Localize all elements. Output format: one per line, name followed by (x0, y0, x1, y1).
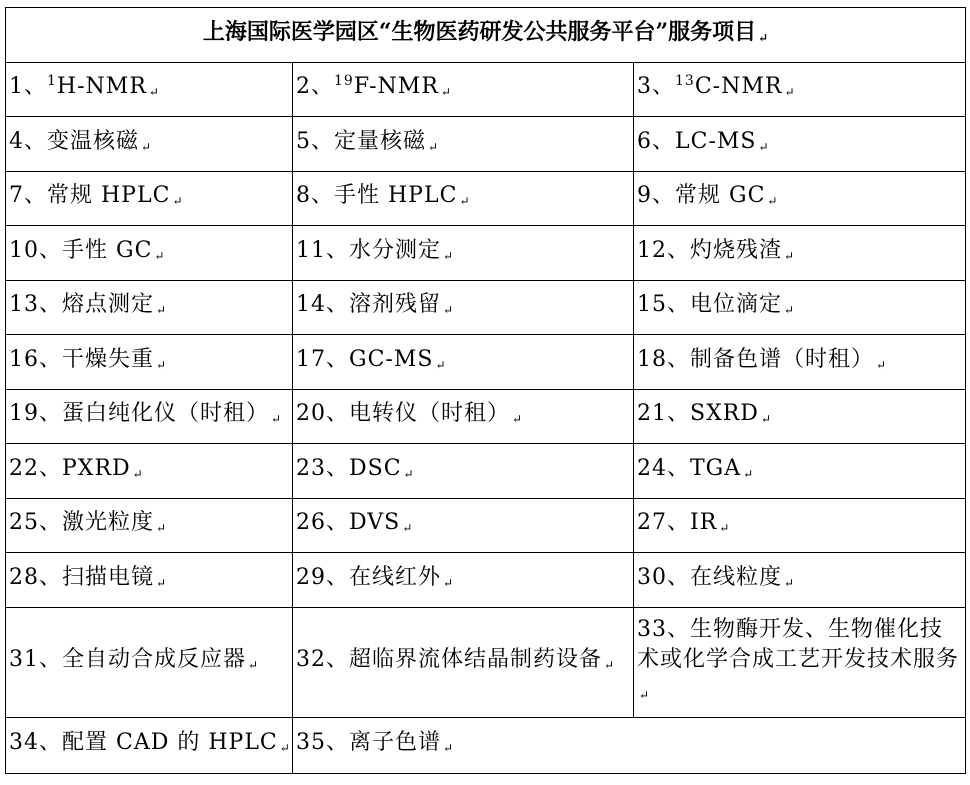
service-item-cell (634, 608, 966, 718)
service-item-cell (6, 117, 293, 172)
paragraph-mark-icon: ↵ (435, 357, 447, 372)
item-label: 干燥失重 (62, 346, 155, 372)
paragraph-mark-icon: ↵ (760, 412, 772, 426)
title-text: 上海国际医学园区“生物医药研发公共服务平台”服务项目 (202, 19, 757, 45)
paragraph-mark-icon: ↵ (443, 575, 455, 590)
item-label: DSC (349, 455, 402, 481)
item-number: 26、 (296, 510, 349, 535)
table-row (6, 553, 966, 608)
item-label: 在线粒度 (690, 564, 783, 590)
paragraph-mark-icon: ↵ (784, 248, 796, 263)
service-item-cell (293, 335, 634, 390)
table-row (6, 444, 966, 499)
item-number: 28、 (9, 564, 62, 590)
item-label: 灼烧残渣 (690, 237, 783, 263)
item-label: 离子色谱 (349, 730, 442, 755)
service-item-cell (6, 444, 293, 499)
service-item-cell (634, 117, 966, 172)
item-number: 29、 (296, 564, 349, 590)
paragraph-mark-icon: ↵ (440, 85, 452, 99)
item-number: 15、 (637, 292, 690, 317)
item-label: 超临界流体结晶制药设备 (349, 647, 603, 672)
paragraph-mark-icon: ↵ (784, 85, 796, 99)
item-label: 常规 HPLC (47, 183, 171, 208)
item-number: 2、 (296, 74, 334, 99)
paragraph-mark-icon: ↵ (248, 658, 260, 672)
item-label: 手性 HPLC (334, 183, 458, 208)
table-row (6, 390, 966, 444)
item-number: 11、 (296, 237, 349, 263)
paragraph-mark-icon: ↵ (512, 412, 524, 426)
table-row (6, 226, 966, 281)
item-number: 17、 (296, 346, 349, 372)
paragraph-mark-icon: ↵ (443, 303, 455, 317)
paragraph-mark-icon: ↵ (132, 466, 144, 481)
item-number: 7、 (9, 183, 47, 208)
service-item-cell (6, 172, 293, 226)
paragraph-mark-icon: ↵ (443, 741, 455, 755)
table-row (6, 281, 966, 335)
service-item-cell (293, 390, 634, 444)
item-label: 熔点测定 (62, 292, 155, 317)
paragraph-mark-icon: ↵ (154, 248, 166, 263)
paragraph-mark-icon: ↵ (767, 194, 779, 208)
paragraph-mark-icon: ↵ (279, 741, 291, 755)
paragraph-mark-icon: ↵ (604, 658, 616, 672)
paragraph-mark-icon: ↵ (156, 575, 168, 590)
table-row (6, 718, 966, 774)
service-item-cell (293, 63, 634, 117)
service-item-cell (634, 63, 966, 117)
item-label: 变温核磁 (47, 128, 140, 154)
item-number: 6、 (637, 128, 675, 154)
item-label: F-NMR (353, 74, 439, 99)
item-number: 32、 (296, 647, 349, 672)
paragraph-mark-icon: ↵ (156, 303, 168, 317)
service-item-cell (634, 499, 966, 553)
item-label: 扫描电镜 (62, 564, 155, 590)
paragraph-mark-icon: ↵ (148, 85, 160, 99)
service-item-cell (634, 553, 966, 608)
item-number: 33、 (637, 617, 690, 642)
service-item-cell (634, 390, 966, 444)
service-item-cell (293, 499, 634, 553)
table-row (6, 608, 966, 718)
service-item-cell (293, 281, 634, 335)
table-row (6, 335, 966, 390)
paragraph-mark-icon: ↵ (156, 521, 168, 535)
service-item-cell (6, 335, 293, 390)
item-label: 激光粒度 (62, 510, 155, 535)
service-item-cell (634, 444, 966, 499)
service-item-cell (634, 335, 966, 390)
paragraph-mark-icon: ↵ (784, 303, 796, 317)
service-item-cell (634, 281, 966, 335)
service-item-cell (293, 117, 634, 172)
item-number: 1、 (9, 74, 47, 99)
item-label: 水分测定 (349, 237, 442, 263)
service-item-cell (6, 499, 293, 553)
paragraph-mark-icon: ↵ (402, 521, 414, 535)
item-label: 生物酶开发、生物催化技术或化学合成工艺开发技术服务 (637, 617, 960, 672)
item-label: 配置 CAD 的 HPLC (62, 730, 278, 755)
item-number: 16、 (9, 346, 62, 372)
item-number: 35、 (296, 730, 349, 755)
paragraph-mark-icon: ↵ (271, 412, 283, 426)
paragraph-mark-icon: ↵ (403, 466, 415, 481)
service-item-cell (6, 281, 293, 335)
table-title (6, 8, 966, 63)
paragraph-mark-icon: ↵ (743, 466, 755, 481)
item-label: DVS (349, 510, 401, 535)
item-number: 14、 (296, 292, 349, 317)
paragraph-mark-icon: ↵ (428, 139, 440, 154)
item-label: 制备色谱（时租） (690, 346, 875, 372)
table-row (6, 499, 966, 553)
service-item-cell (6, 390, 293, 444)
item-label: PXRD (62, 455, 131, 481)
item-label: TGA (690, 455, 742, 481)
service-item-cell (293, 444, 634, 499)
item-label: 手性 GC (62, 237, 153, 263)
service-item-cell (6, 608, 293, 718)
service-item-cell (293, 553, 634, 608)
item-label: H-NMR (56, 74, 147, 99)
service-item-cell (293, 718, 966, 774)
service-item-cell (6, 226, 293, 281)
item-number: 8、 (296, 183, 334, 208)
service-item-cell (6, 553, 293, 608)
item-number: 19、 (9, 401, 62, 426)
item-label: IR (690, 510, 718, 535)
item-number: 22、 (9, 455, 62, 481)
item-label: 电转仪（时租） (349, 401, 511, 426)
item-label: C-NMR (694, 74, 783, 99)
paragraph-mark-icon: ↵ (172, 194, 184, 208)
item-number: 23、 (296, 455, 349, 481)
paragraph-mark-icon: ↵ (719, 521, 731, 535)
paragraph-mark-icon: ↵ (459, 194, 471, 208)
paragraph-mark-icon: ↵ (758, 139, 770, 154)
table-row (6, 172, 966, 226)
item-label: LC-MS (675, 128, 757, 154)
item-label: 蛋白纯化仪（时租） (62, 401, 270, 426)
table-row (6, 63, 966, 117)
item-number: 12、 (637, 237, 690, 263)
service-item-cell (634, 172, 966, 226)
paragraph-mark-icon: ↵ (784, 575, 796, 590)
item-label: 常规 GC (675, 183, 766, 208)
item-number: 4、 (9, 128, 47, 154)
item-number: 3、 (637, 74, 675, 99)
item-label: GC-MS (349, 346, 434, 372)
item-number: 18、 (637, 346, 690, 372)
service-item-cell (293, 226, 634, 281)
item-label: 电位滴定 (690, 292, 783, 317)
paragraph-mark-icon: ↵ (876, 357, 888, 372)
item-number: 9、 (637, 183, 675, 208)
item-number: 25、 (9, 510, 62, 535)
item-number: 24、 (637, 455, 690, 481)
item-number: 13、 (9, 292, 62, 317)
item-number: 5、 (296, 128, 334, 154)
service-items-table (5, 7, 966, 774)
paragraph-mark-icon: ↵ (141, 139, 153, 154)
service-item-cell (6, 718, 293, 774)
isotope-superscript: 1 (47, 73, 57, 89)
item-number: 20、 (296, 401, 349, 426)
item-number: 10、 (9, 237, 62, 263)
paragraph-mark-icon: ↵ (758, 31, 769, 45)
paragraph-mark-icon: ↵ (156, 357, 168, 372)
item-number: 31、 (9, 647, 62, 672)
paragraph-mark-icon: ↵ (639, 688, 651, 702)
item-number: 30、 (637, 564, 690, 590)
service-item-cell (634, 226, 966, 281)
item-label: 溶剂残留 (349, 292, 442, 317)
isotope-superscript: 19 (334, 73, 354, 89)
table-row (6, 117, 966, 172)
item-number: 21、 (637, 401, 690, 426)
item-number: 34、 (9, 730, 62, 755)
item-label: 在线红外 (349, 564, 442, 590)
item-label: 定量核磁 (334, 128, 427, 154)
service-item-cell (293, 172, 634, 226)
item-label: SXRD (690, 401, 759, 426)
isotope-superscript: 13 (675, 73, 695, 89)
paragraph-mark-icon: ↵ (443, 248, 455, 263)
service-item-cell (6, 63, 293, 117)
service-item-cell (293, 608, 634, 718)
item-number: 27、 (637, 510, 690, 535)
item-label: 全自动合成反应器 (62, 647, 247, 672)
